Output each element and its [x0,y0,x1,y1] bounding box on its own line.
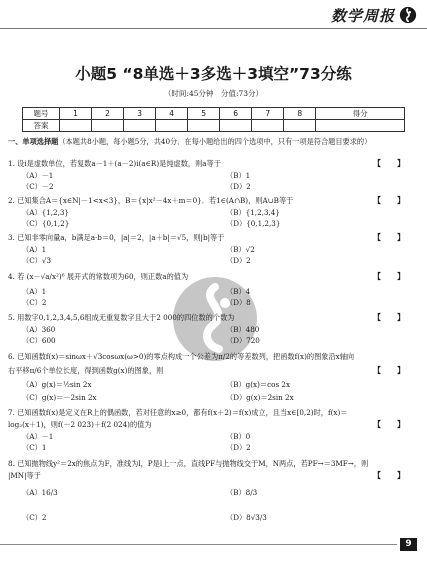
answer-cell[interactable] [188,120,220,132]
logo-swirl-icon [399,6,417,24]
question-2-option-b[interactable]: （B）{1,2,3,4} [226,208,280,217]
question-4-expression: (x－√a/x²)⁶ [26,272,65,281]
header-logo [331,4,417,26]
answer-bracket[interactable]: 【 】 [373,366,405,375]
table-cell: 得分 [316,108,405,120]
table-cell: 6 [220,108,252,120]
page-number: 9 [400,538,417,551]
score-table-header-row [23,108,405,120]
question-8-stem-line1: 8. 已知抛物线y²＝2x的焦点为F，准线为l，P是l上一点，直线PF与抛物线交于M，N两点，若PF→＝3MF→，则 [8,459,369,468]
question-6-stem-line1: 6. 已知函数f(x)＝sinωx＋√3cosωx(ω>0)的零点构成一个公差为π/2的等差数列，把函数f(x)的图象沿x轴向 [8,352,355,361]
question-5-option-b[interactable]: （B）480 [226,325,260,334]
question-3-option-b[interactable]: （B）√2 [226,245,255,254]
question-4-option-b[interactable]: （B）4 [226,287,251,296]
question-1-option-c[interactable]: （C）－2 [22,182,54,191]
question-8-option-c[interactable]: （C）2 [22,513,47,522]
answer-cell[interactable] [220,120,252,132]
answer-cell[interactable] [124,120,156,132]
question-5-option-a[interactable]: （A）360 [22,325,56,334]
question-2-stem: 2. 已知集合A＝{x∈N|－1<x<3}，B＝{x|x²－4x＋m＝0}．若1∈(A∩B)，则A∪B等于 [8,196,294,205]
question-3-option-d[interactable]: （D）2 [226,256,251,265]
header-divider [0,28,427,29]
footer-divider [0,544,397,545]
table-cell: 4 [156,108,188,120]
table-cell: 7 [252,108,284,120]
question-7-option-d[interactable]: （D）2 [226,443,251,452]
table-cell: 1 [60,108,92,120]
answer-cell[interactable] [284,120,316,132]
question-7-option-c[interactable]: （C）1 [22,443,47,452]
question-5-option-c[interactable]: （C）600 [22,336,56,345]
answer-cell[interactable] [156,120,188,132]
question-4-option-a[interactable]: （A）1 [22,287,47,296]
score-table-answer-row [23,120,405,132]
section-instruction: （本题共8小题，每小题5分，共40分．在每小题给出的四个选项中，只有一项是符合题目要求的） [58,137,372,146]
table-cell: 8 [284,108,316,120]
answer-bracket[interactable]: 【 】 [373,471,405,480]
answer-cell[interactable] [60,120,92,132]
question-2-option-a[interactable]: （A）{1,2,3} [22,208,69,217]
question-5-option-d[interactable]: （D）720 [226,336,260,345]
question-4-stem-pre: 4. 若 [8,272,25,281]
question-8-option-b[interactable]: （B）8/3 [226,488,258,497]
question-1-option-b[interactable]: （B）1 [226,171,251,180]
question-7-stem-line2: log₂(x＋1)，则f(－2 023)＋f(2 024)的值为 [8,420,152,429]
answer-cell[interactable] [316,120,405,132]
table-cell: 3 [124,108,156,120]
page-title: 小题5 “8单选＋3多选＋3填空”73分练 [75,65,352,83]
question-2-option-d[interactable]: （D）{0,1,2,3} [226,219,281,228]
table-cell: 题号 [23,108,60,120]
answer-bracket[interactable]: 【 】 [373,420,405,429]
answer-bracket[interactable]: 【 】 [373,272,405,281]
question-6-option-c[interactable]: （C）g(x)＝－2sin 2x [22,393,97,402]
question-8-option-a[interactable]: （A）16/3 [22,488,58,497]
question-1-option-a[interactable]: （A）－1 [22,171,54,180]
logo-text: 数学周报 [330,6,395,25]
section-heading [8,137,420,147]
question-6-stem-line2: 右平移π/6个单位长度，得到函数g(x)的图象，则 [8,366,164,375]
question-3-option-c[interactable]: （C）√3 [22,256,52,265]
table-cell: 答案 [23,120,60,132]
answer-bracket[interactable]: 【 】 [373,159,405,168]
answer-cell[interactable] [92,120,124,132]
question-4-option-d[interactable]: （D）8 [226,298,251,307]
page-subtitle: （时间:45分钟 分值:73分） [163,89,264,98]
answer-bracket[interactable]: 【 】 [373,196,405,205]
question-6-option-b[interactable]: （B）g(x)＝cos 2x [226,380,291,389]
answer-bracket[interactable]: 【 】 [373,313,405,322]
question-4-option-c[interactable]: （C）2 [22,298,47,307]
question-8-stem-line2: |MN|等于 [8,471,41,480]
question-3-option-a[interactable]: （A）1 [22,245,47,254]
question-6-option-d[interactable]: （D）g(x)＝2sin 2x [226,393,294,402]
score-table [22,107,405,132]
question-3-stem: 3. 已知非零向量a，b满足a·b＝0，|a|＝2，|a＋b|＝√5，则|b|等于 [8,233,225,242]
section-title: 一、单项选择题 [8,137,59,146]
question-4-stem [8,272,398,282]
question-7-option-b[interactable]: （B）0 [226,432,251,441]
question-7-stem-line1: 7. 已知函数f(x)是定义在R上的偶函数，若对任意的x≥0，都有f(x＋2)＝f(x)成立，且当x∈[0,2)时，f(x)＝ [8,408,348,417]
question-5-stem: 5. 用数字0,1,2,3,4,5,6组成无重复数字且大于2 000的四位数的个数为 [8,313,235,322]
question-7-option-a[interactable]: （A）－1 [22,432,54,441]
question-1-stem: 1. 设i是虚数单位，若复数a－1＋(a－2)i(a∈R)是纯虚数，则a等于 [8,159,221,168]
question-6-option-a[interactable]: （A）g(x)＝½sin 2x [22,380,92,389]
question-8-option-d[interactable]: （D）8√3/3 [226,513,267,522]
answer-bracket[interactable]: 【 】 [373,233,405,242]
question-1-option-d[interactable]: （D）2 [226,182,251,191]
table-cell: 5 [188,108,220,120]
answer-cell[interactable] [252,120,284,132]
question-2-option-c[interactable]: （C）{0,1,2} [22,219,70,228]
question-4-stem-post: 展开式的常数项为60，则正数a的值为 [66,272,189,281]
table-cell: 2 [92,108,124,120]
